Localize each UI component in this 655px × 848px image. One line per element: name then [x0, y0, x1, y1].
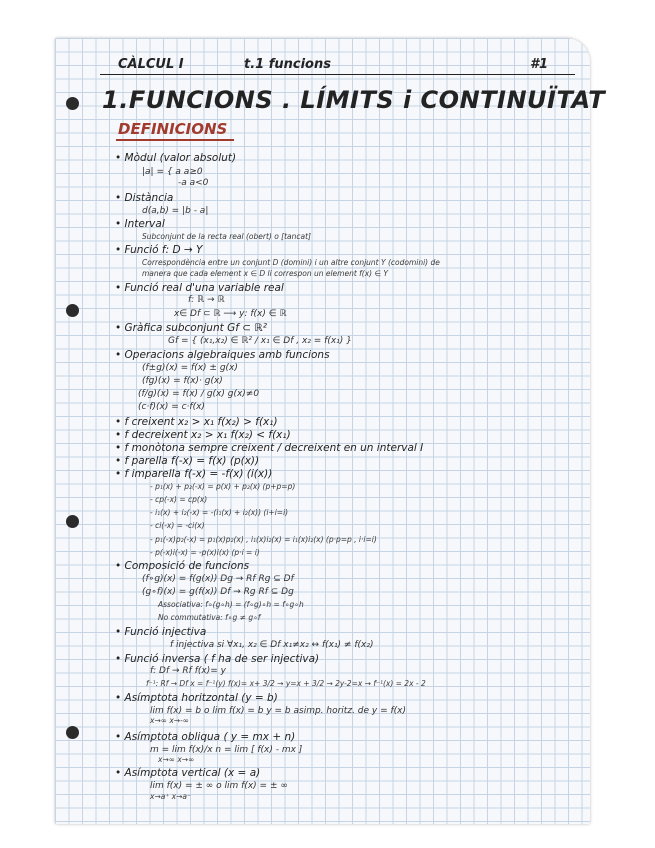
page-number: #1	[530, 57, 549, 72]
section-heading: DEFINICIONS	[118, 120, 228, 138]
note-line: (f±g)(x) = f(x) ± g(x)	[142, 363, 238, 373]
note-heading: • Mòdul (valor absolut)	[115, 152, 237, 164]
note-heading: • Gràfica subconjunt Gf ⊂ ℝ²	[115, 322, 267, 334]
note-line: Gf = { (x₁,x₂) ∈ ℝ² / x₁ ∈ Df , x₂ = f(x₁) }	[168, 336, 352, 346]
note-line: - p₁(x) + p₂(-x) = p(x) + p₂(x) (p+p=p)	[150, 482, 296, 491]
course-name: CÀLCUL I	[118, 57, 184, 72]
note-heading: • Asímptota obliqua ( y = mx + n)	[115, 731, 296, 743]
note-line: No commutativa: f∘g ≠ g∘f	[158, 613, 261, 622]
note-line: - i₁(x) + i₂(-x) = -(i₁(x) + i₂(x)) (i+i=i)	[150, 508, 289, 517]
note-line: x→a⁺ x→a⁻	[150, 792, 191, 801]
note-line: - p(-x)i(-x) = -p(x)i(x) (p·i = i)	[150, 548, 260, 557]
note-line: manera que cada element x ∈ D li correspon un element f(x) ∈ Y	[142, 269, 388, 278]
note-line: f: Df → Rf f(x)= y	[150, 666, 226, 676]
note-heading: • f decreixent x₂ > x₁ f(x₂) < f(x₁)	[115, 429, 291, 441]
note-heading: • Funció real d'una variable real	[115, 282, 284, 294]
note-line: -a a<0	[178, 178, 209, 188]
note-heading: • f creixent x₂ > x₁ f(x₂) > f(x₁)	[115, 416, 278, 428]
note-heading: • Asímptota horitzontal (y = b)	[115, 692, 278, 704]
note-line: Subconjunt de la recta real (obert) o [tancat]	[142, 232, 311, 241]
header-rule	[100, 74, 575, 75]
note-heading: • Funció injectiva	[115, 626, 207, 638]
binder-hole	[66, 304, 79, 317]
note-line: m = lim f(x)/x n = lim [ f(x) - mx ]	[150, 745, 303, 755]
binder-hole	[66, 515, 79, 528]
note-line: Associativa: f∘(g∘h) = (f∘g)∘h = f∘g∘h	[158, 600, 304, 609]
note-line: d(a,b) = |b - a|	[142, 206, 209, 216]
note-line: |a| = { a a≥0	[142, 167, 203, 177]
note-line: lim f(x) = b o lim f(x) = b y = b asimp. horitz. de y = f(x)	[150, 706, 407, 716]
note-heading: • Funció f: D → Y	[115, 244, 203, 256]
topic-name: t.1 funcions	[244, 57, 331, 72]
note-heading: • Asímptota vertical (x = a)	[115, 767, 261, 779]
note-heading: • f parella f(-x) = f(x) (p(x))	[115, 455, 260, 467]
note-line: x∈ Df ⊂ ℝ ⟶ y: f(x) ∈ ℝ	[174, 309, 287, 319]
note-line: (f∘g)(x) = f(g(x)) Dg → Rf Rg ⊆ Df	[142, 574, 294, 584]
note-line: lim f(x) = ± ∞ o lim f(x) = ± ∞	[150, 781, 288, 791]
note-line: (fg)(x) = f(x)· g(x)	[142, 376, 223, 386]
section-underline	[116, 139, 234, 141]
note-line: Correspondència entre un conjunt D (domini) i un altre conjunt Y (codomini) de	[142, 258, 440, 267]
note-line: x→∞ x→∞	[158, 755, 195, 764]
note-line: f⁻¹: Rf → Df x = f⁻¹(y) f(x)= x+ 3/2 → y=x + 3/2 → 2y-2=x → f⁻¹(x) = 2x - 2	[146, 679, 426, 688]
note-heading: • Composició de funcions	[115, 560, 250, 572]
page-title: 1.FUNCIONS . LÍMITS i CONTINUÏTAT	[102, 86, 606, 114]
note-line: (c·f)(x) = c·f(x)	[138, 402, 205, 412]
note-line: - cp(-x) = cp(x)	[150, 495, 208, 504]
note-heading: • f imparella f(-x) = -f(x) (i(x))	[115, 468, 273, 480]
note-line: (g∘f)(x) = g(f(x)) Df → Rg Rf ⊆ Dg	[142, 587, 294, 597]
note-line: f: ℝ → ℝ	[188, 295, 225, 305]
note-line: x→∞ x→-∞	[150, 716, 190, 725]
binder-hole	[66, 726, 79, 739]
note-line: - p₁(-x)p₂(-x) = p₁(x)p₂(x) , i₁(x)i₂(x) = i₁(x)i₂(x) (p·p=p , i·i=i)	[150, 535, 377, 544]
note-heading: • Funció inversa ( f ha de ser injectiva)	[115, 653, 320, 665]
note-line: (f/g)(x) = f(x) / g(x) g(x)≠0	[138, 389, 260, 399]
note-heading: • Operacions algebraiques amb funcions	[115, 349, 330, 361]
note-line: - ci(-x) = -ci(x)	[150, 521, 205, 530]
note-heading: • Distància	[115, 192, 174, 204]
note-line: f injectiva si ∀x₁, x₂ ∈ Df x₁≠x₂ ↔ f(x₁) ≠ f(x₂)	[170, 640, 374, 650]
binder-hole	[66, 97, 79, 110]
note-heading: • Interval	[115, 218, 165, 230]
note-heading: • f monòtona sempre creixent / decreixent en un interval I	[115, 442, 424, 454]
